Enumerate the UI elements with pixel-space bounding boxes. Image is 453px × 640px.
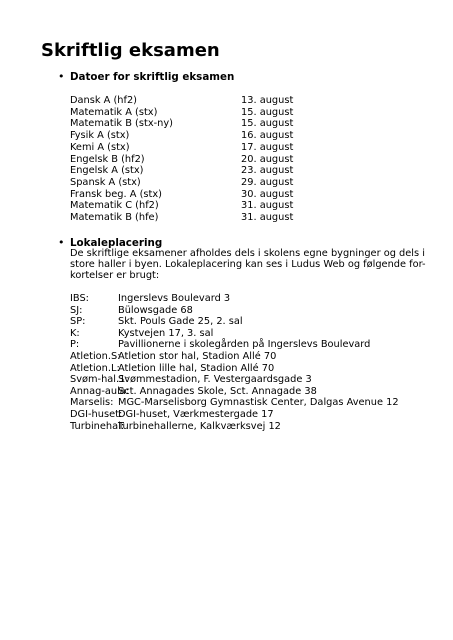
paragraph-line: store haller i byen. Lokaleplacering kan ses i Ludus Web og følgende for-: [70, 259, 426, 271]
exam-subject: Kemi A (stx): [70, 141, 130, 153]
location-code: Turbinehal:: [70, 420, 125, 432]
exam-subject: Engelsk A (stx): [70, 165, 144, 177]
exam-date: 15. august: [241, 106, 294, 118]
exam-date: 30. august: [241, 188, 294, 200]
location-code: SP:: [70, 316, 86, 328]
location-code: SJ:: [70, 304, 83, 316]
location-address: Sct. Annagades Skole, Sct. Annagade 38: [118, 385, 317, 397]
exam-date: 13. august: [241, 95, 294, 106]
exam-subject: Fransk beg. A (stx): [70, 188, 162, 200]
location-code: Atletion.S:: [70, 351, 121, 362]
location-code: K:: [70, 327, 80, 339]
page-title: Skriftlig eksamen: [41, 40, 220, 61]
location-address: Skt. Pouls Gade 25, 2. sal: [118, 316, 243, 328]
location-address: Bülowsgade 68: [118, 304, 193, 316]
exam-date: 23. august: [241, 165, 294, 177]
location-heading: Lokaleplacering: [70, 237, 163, 249]
bullet-icon: •: [58, 70, 65, 83]
location-code: Annag-aula:: [70, 385, 130, 397]
paragraph-line: De skriftlige eksamener afholdes dels i skolens egne bygninger og dels i: [70, 248, 425, 259]
exam-subject: Dansk A (hf2): [70, 95, 137, 106]
exam-date: 31. august: [241, 212, 294, 223]
location-code: DGI-huset:: [70, 409, 123, 420]
exam-subject: Matematik B (stx-ny): [70, 118, 173, 130]
exam-date: 16. august: [241, 130, 294, 142]
exam-date: 29. august: [241, 176, 294, 188]
location-code: Atletion.L:: [70, 362, 120, 374]
location-address: Svømmestadion, F. Vestergaardsgade 3: [118, 374, 312, 386]
exam-subject: Fysik A (stx): [70, 130, 130, 142]
location-code: P:: [70, 339, 80, 351]
location-address: MGC-Marselisborg Gymnastisk Center, Dalgas Avenue 12: [118, 397, 399, 409]
exam-date: 17. august: [241, 141, 294, 153]
exam-date: 15. august: [241, 118, 294, 130]
exam-subject: Engelsk B (hf2): [70, 153, 145, 165]
location-address: DGI-huset, Værkmestergade 17: [118, 409, 274, 420]
location-address: Turbinehallerne, Kalkværksvej 12: [118, 420, 281, 432]
location-code: IBS:: [70, 293, 89, 304]
paragraph-line: kortelser er brugt:: [70, 270, 160, 282]
exam-subject: Matematik A (stx): [70, 106, 158, 118]
exam-subject: Spansk A (stx): [70, 176, 141, 188]
location-address: Kystvejen 17, 3. sal: [118, 327, 214, 339]
exam-dates-heading: Datoer for skriftlig eksamen: [70, 71, 235, 83]
location-address: Ingerslevs Boulevard 3: [118, 293, 231, 304]
location-address: Atletion stor hal, Stadion Allé 70: [118, 351, 277, 362]
exam-subject: Matematik B (hfe): [70, 212, 159, 223]
location-paragraph: [70, 248, 430, 282]
location-code: Marselis:: [70, 397, 114, 409]
location-address: Atletion lille hal, Stadion Allé 70: [118, 362, 275, 374]
location-code: Svøm-hal.1:: [70, 374, 129, 386]
bullet-icon: •: [58, 236, 65, 249]
exam-date: 31. august: [241, 200, 294, 212]
exam-date: 20. august: [241, 153, 294, 165]
location-address: Pavillionerne i skolegården på Ingerslevs Boulevard: [118, 339, 371, 351]
exam-subject: Matematik C (hf2): [70, 200, 159, 212]
